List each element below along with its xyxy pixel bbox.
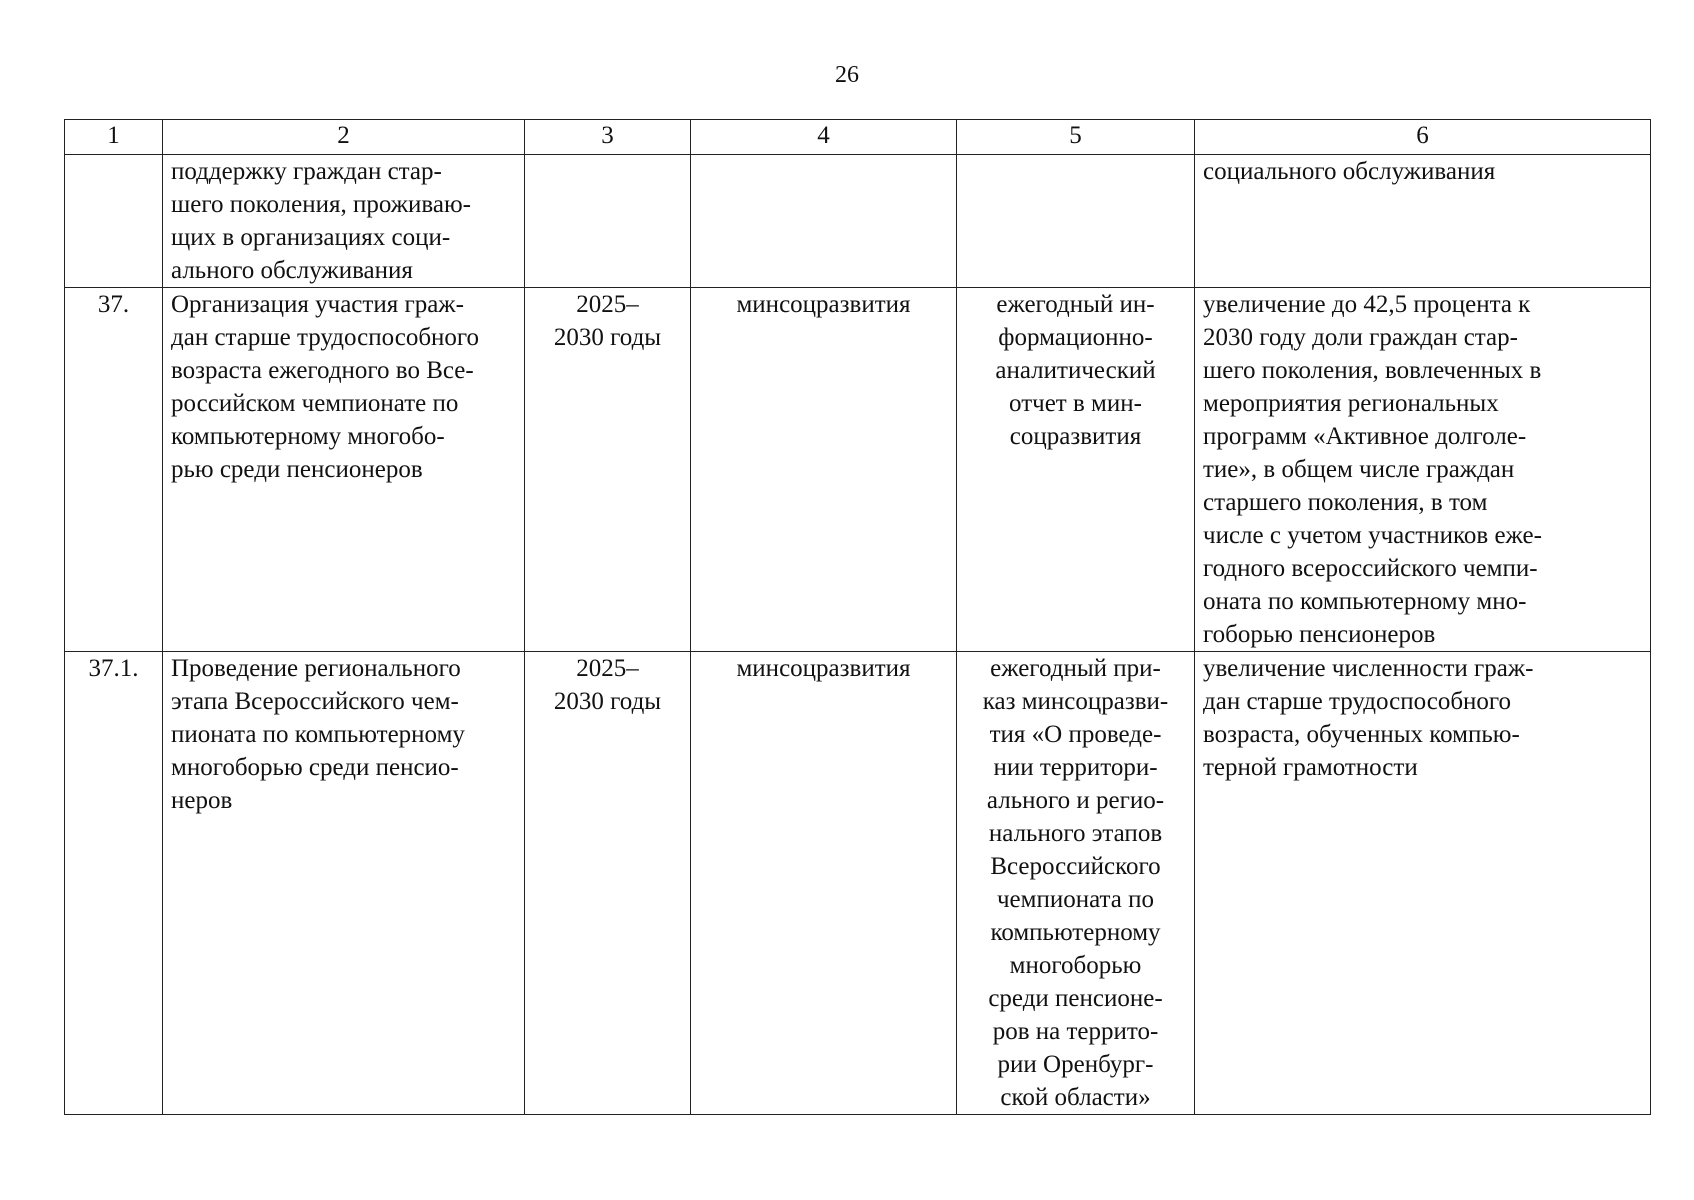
executor [691, 155, 957, 288]
indicator: увеличение до 42,5 процента к 2030 году доли граждан стар- шего поколения, вовлеченных в мероприятия региональных программ «Активное долголе- тие», в общем числе граждан старшего поколения, в том числе с учетом участников еже- годного всероссийского чемпи- оната по компьютерному мно- гоборью пенсионеров [1195, 288, 1651, 652]
column-header-1: 1 [65, 120, 163, 155]
row-number: 37.1. [65, 652, 163, 1115]
table-row [65, 288, 1651, 652]
expected-result: ежегодный при- каз минсоцразви- тия «О проведе- нии территори- ального и регио- нального этапов Всероссийского чемпионата по компьютерному многоборью среди пенсионе- ров на террито- рии Оренбург- ской области» [957, 652, 1195, 1115]
indicator: увеличение численности граж- дан старше трудоспособного возраста, обученных компью- терной грамотности [1195, 652, 1651, 1115]
table-header-row [65, 120, 1651, 155]
column-header-6: 6 [1195, 120, 1651, 155]
activity-name: Организация участия граж- дан старше трудоспособного возраста ежегодного во Все- российском чемпионате по компьютерному многобо- рью среди пенсионеров [163, 288, 525, 652]
page-number: 26 [835, 62, 859, 88]
expected-result [957, 155, 1195, 288]
indicator: социального обслуживания [1195, 155, 1651, 288]
column-header-3: 3 [525, 120, 691, 155]
column-header-2: 2 [163, 120, 525, 155]
column-header-5: 5 [957, 120, 1195, 155]
activity-name: поддержку граждан стар- шего поколения, проживаю- щих в организациях соци- ального обслуживания [163, 155, 525, 288]
row-number: 37. [65, 288, 163, 652]
executor: минсоцразвития [691, 288, 957, 652]
period: 2025– 2030 годы [525, 288, 691, 652]
table-row [65, 652, 1651, 1115]
executor: минсоцразвития [691, 652, 957, 1115]
period: 2025– 2030 годы [525, 652, 691, 1115]
row-number [65, 155, 163, 288]
period [525, 155, 691, 288]
expected-result: ежегодный ин- формационно- аналитический отчет в мин- соцразвития [957, 288, 1195, 652]
table-row [65, 155, 1651, 288]
plan-table [64, 119, 1651, 1115]
column-header-4: 4 [691, 120, 957, 155]
activity-name: Проведение регионального этапа Всероссийского чем- пионата по компьютерному многоборью среди пенсио- неров [163, 652, 525, 1115]
